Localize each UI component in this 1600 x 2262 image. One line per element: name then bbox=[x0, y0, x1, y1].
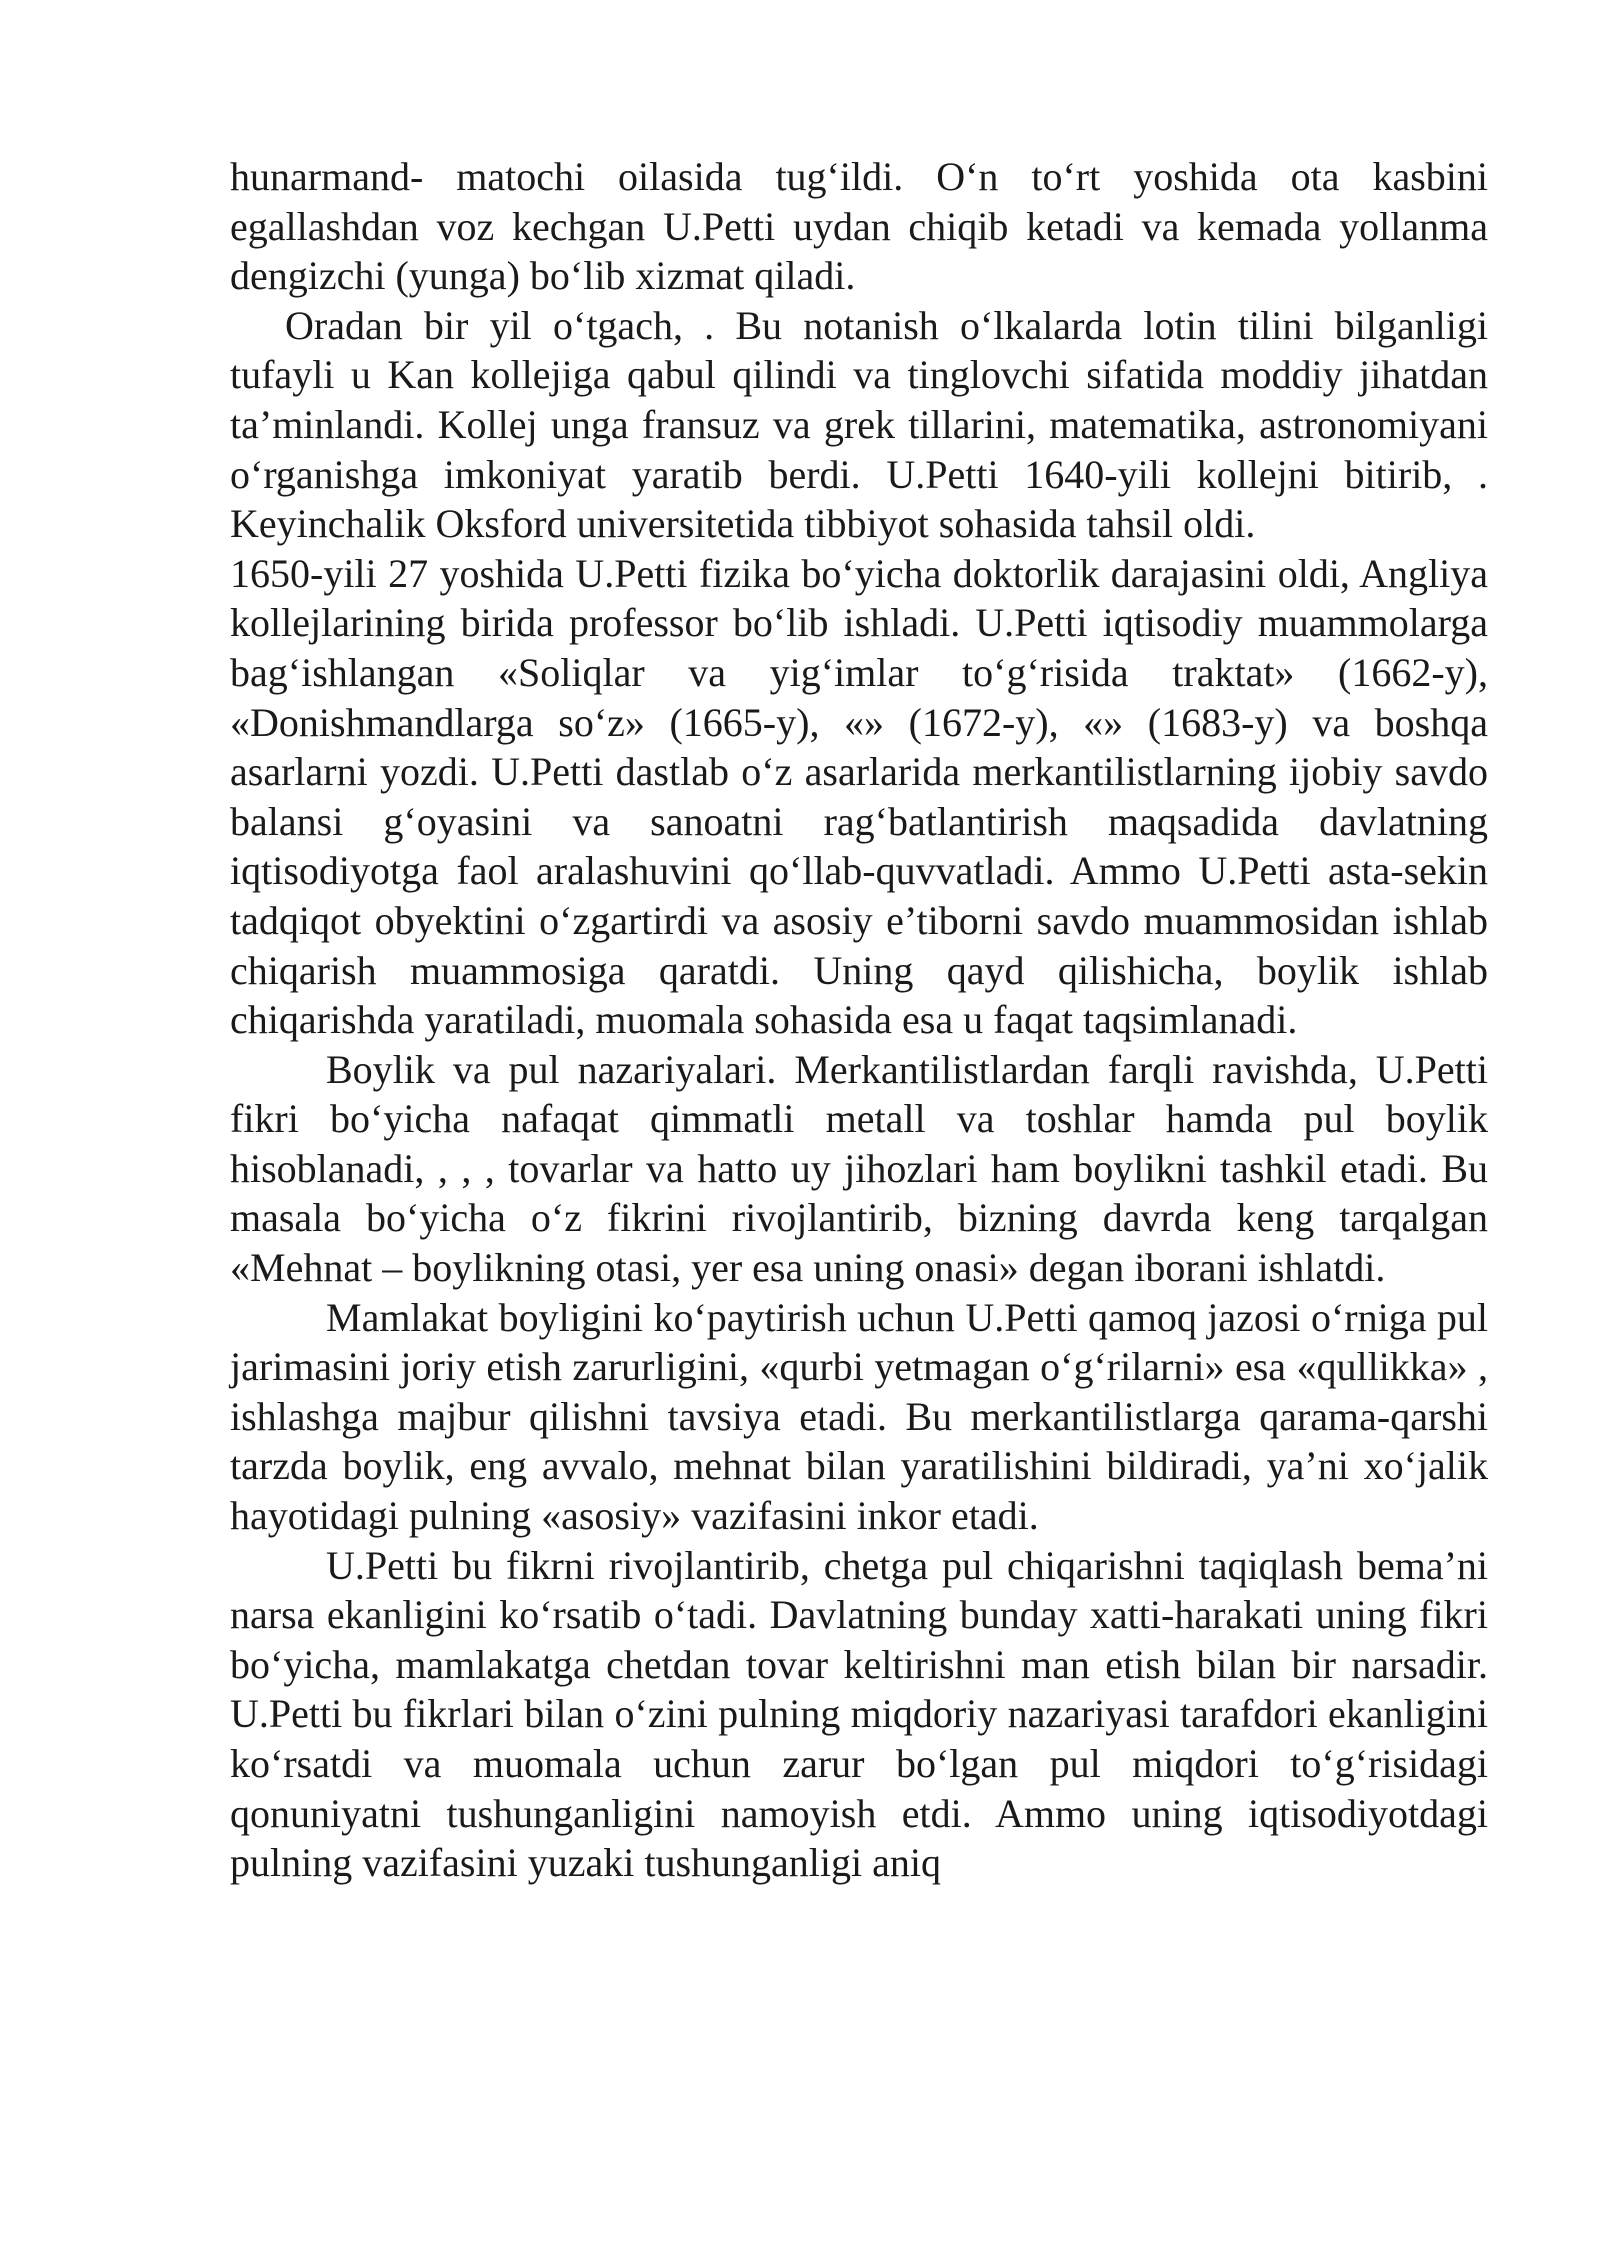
paragraph-wealth-theory: Boylik va pul nazariyalari. Merkantilistlardan farqli ravishda, U.Petti fikri bo‘yicha nafaqat qimmatli metall va toshlar hamda pul boylik hisoblanadi, , , , tovarlar va hatto uy jihozlari ham boylikni tashkil etadi. Bu masala bo‘yicha o‘z fikrini rivojlantirib, bizning davrda keng tarqalgan «Mehnat – boylikning otasi, yer esa uning onasi» degan iborani ishlatdi. bbox=[230, 1046, 1488, 1291]
paragraph-country-wealth: Mamlakat boyligini ko‘paytirish uchun U.Petti qamoq jazosi o‘rniga pul jarimasini joriy etish zarurligini, «qurbi yetmagan o‘g‘rilarni» esa «qullikka» , ishlashga majbur qilishni tavsiya etadi. Bu merkantilistlarga qarama-qarshi tarzda boylik, eng avvalo, mehnat bilan yaratilishini bildiradi, ya’ni xo‘jalik hayotidagi pulning «asosiy» vazifasini inkor etadi. bbox=[230, 1294, 1488, 1539]
paragraph-money-export: U.Petti bu fikrni rivojlantirib, chetga pul chiqarishni taqiqlash bema’ni narsa ekanligini ko‘rsatib o‘tadi. Davlatning bunday xatti-harakati uning fikri bo‘yicha, mamlakatga chetdan tovar keltirishni man etish bilan bir narsadir. U.Petti bu fikrlari bilan o‘zini pulning miqdoriy nazariyasi tarafdori ekanligini ko‘rsatdi va muomala uchun zarur bo‘lgan pul miqdori to‘g‘risidagi qonuniyatni tushunganligini namoyish etdi. Ammo uning iqtisodiyotdagi pulning vazifasini yuzaki tushunganligi aniq bbox=[230, 1542, 1488, 1886]
body-text bbox=[230, 152, 1488, 1888]
paragraph-college: Oradan bir yil o‘tgach, . Bu notanish o‘lkalarda lotin tilini bilganligi tufayli u Kan kollejiga qabul qilindi va tinglovchi sifatida moddiy jihatdan ta’minlandi. Kollej unga fransuz va grek tillarini, matematika, astronomiyani o‘rganishga imkoniyat yaratib berdi. U.Petti 1640-yili kollejni bitirib, . Keyinchalik Oksford universitetida tibbiyot sohasida tahsil oldi. bbox=[230, 302, 1488, 547]
paragraph-doctorate: 1650-yili 27 yoshida U.Petti fizika bo‘yicha doktorlik darajasini oldi, Angliya kollejlarining birida professor bo‘lib ishladi. U.Petti iqtisodiy muammolarga bag‘ishlangan «Soliqlar va yig‘imlar to‘g‘risida traktat» (1662-y), «Donishmandlarga so‘z» (1665-y), «» (1672-y), «» (1683-y) va boshqa asarlarni yozdi. U.Petti dastlab o‘z asarlarida merkantilistlarning ijobiy savdo balansi g‘oyasini va sanoatni rag‘batlantirish maqsadida davlatning iqtisodiyotga faol aralashuvini qo‘llab-quvvatladi. Ammo U.Petti asta-sekin tadqiqot obyektini o‘zgartirdi va asosiy e’tiborni savdo muammosidan ishlab chiqarish muammosiga qaratdi. Uning qayd qilishicha, boylik ishlab chiqarishda yaratiladi, muomala sohasida esa u faqat taqsimlanadi. bbox=[230, 550, 1488, 1043]
paragraph-continuation: hunarmand- matochi oilasida tug‘ildi. O‘n to‘rt yoshida ota kasbini egallashdan voz kechgan U.Petti uydan chiqib ketadi va kemada yollanma dengizchi (yunga) bo‘lib xizmat qiladi. bbox=[230, 154, 1488, 299]
